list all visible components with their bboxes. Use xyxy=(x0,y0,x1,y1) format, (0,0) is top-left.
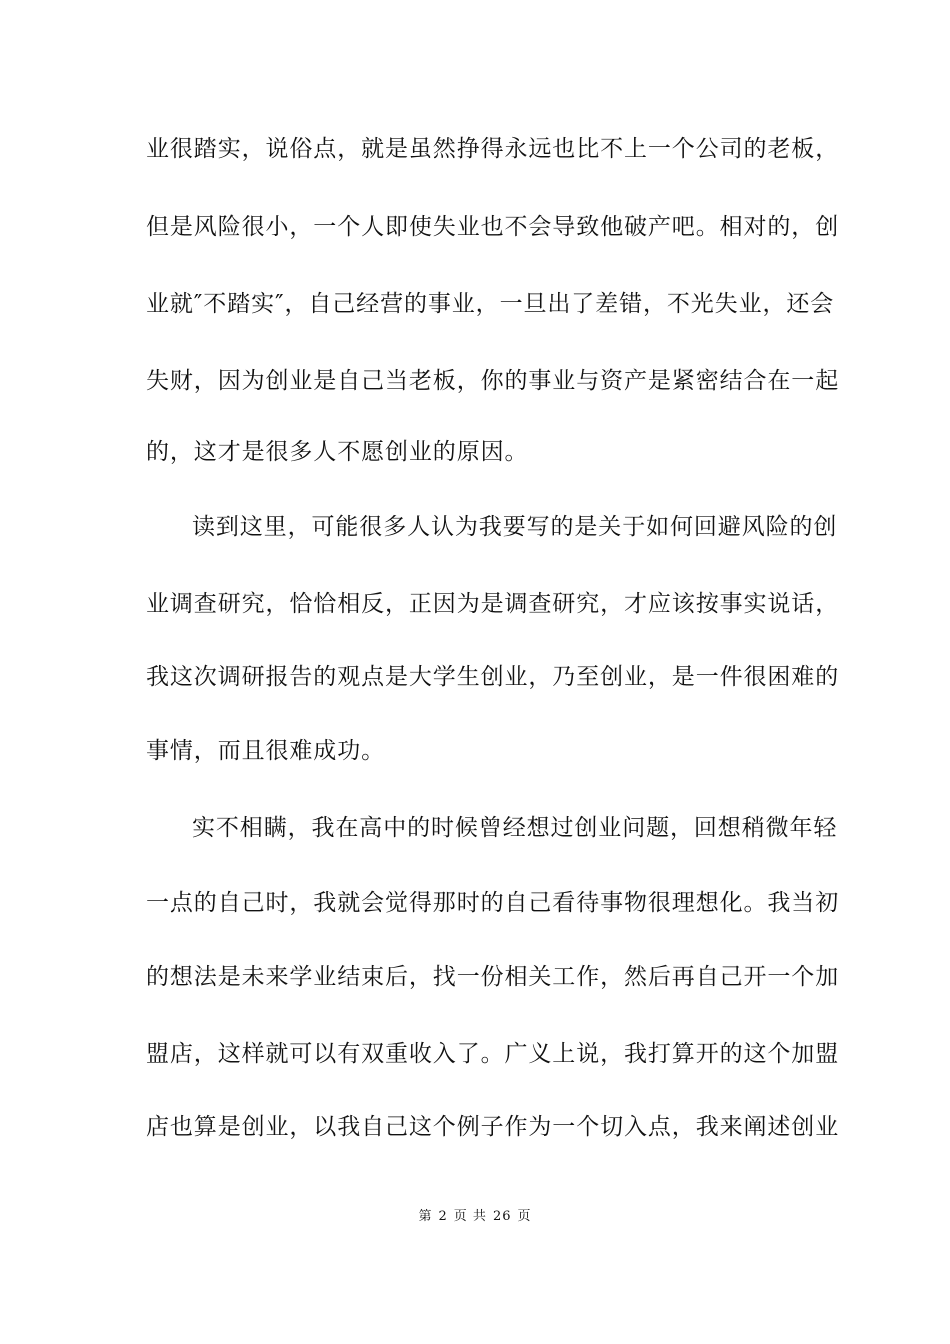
text-line: 的，这才是很多人不愿创业的原因。 xyxy=(146,439,529,465)
current-page-number: 2 xyxy=(438,1209,448,1224)
text-line: 的想法是未来学业结束后，找一份相关工作，然后再自己开一个加 xyxy=(146,964,840,990)
page-footer xyxy=(0,1208,950,1226)
text-line: 一点的自己时，我就会觉得那时的自己看待事物很理想化。我当初 xyxy=(146,890,840,916)
text-line: 但是风险很小，一个人即使失业也不会导致他破产吧。相对的，创 xyxy=(146,214,840,240)
text-line: 失财，因为创业是自己当老板，你的事业与资产是紧密结合在一起 xyxy=(146,368,840,394)
footer-prefix: 第 xyxy=(418,1209,433,1224)
footer-middle: 页 共 xyxy=(453,1209,487,1224)
text-line: 盟店，这样就可以有双重收入了。广义上说，我打算开的这个加盟 xyxy=(146,1041,840,1067)
text-line: 业很踏实，说俗点，就是虽然挣得永远也比不上一个公司的老板， xyxy=(146,136,840,162)
text-line: 店也算是创业，以我自己这个例子作为一个切入点，我来阐述创业 xyxy=(146,1114,840,1140)
footer-suffix: 页 xyxy=(517,1209,532,1224)
paragraph-first-line: 读到这里，可能很多人认为我要写的是关于如何回避风险的创 xyxy=(192,514,838,540)
text-line: 事情，而且很难成功。 xyxy=(146,738,385,764)
text-line: 我这次调研报告的观点是大学生创业，乃至创业，是一件很困难的 xyxy=(146,664,840,690)
paragraph-first-line: 实不相瞒，我在高中的时候曾经想过创业问题，回想稍微年轻 xyxy=(192,815,838,841)
text-line: 业调查研究，恰恰相反，正因为是调查研究，才应该按事实说话， xyxy=(146,591,840,617)
text-line: 业就″不踏实″，自己经营的事业，一旦出了差错，不光失业，还会 xyxy=(146,291,835,317)
total-pages-number: 26 xyxy=(492,1209,512,1224)
